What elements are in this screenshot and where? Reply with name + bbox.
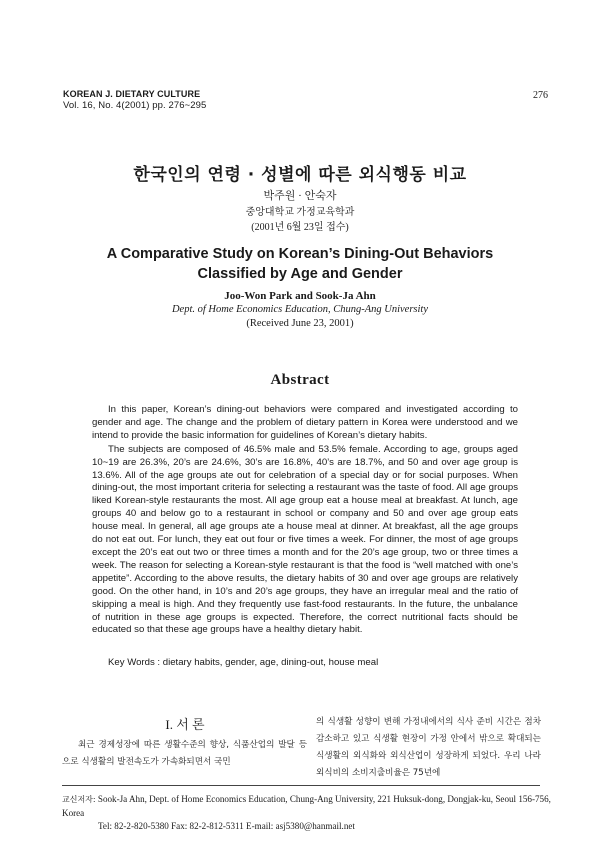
english-affiliation: Dept. of Home Economics Education, Chung-Ang University — [171, 304, 429, 315]
abstract-body — [92, 404, 518, 637]
footnote-lead: 교신저자: — [62, 795, 96, 804]
english-title-line1: A Comparative Study on Korean’s Dining-Out Behaviors — [106, 246, 494, 262]
footnote-line2: Tel: 82-2-820-5380 Fax: 82-2-812-5311 E-mail: asj5380@hanmail.net — [98, 821, 355, 831]
korean-received-date: (2001년 6월 23일 접수) — [251, 222, 349, 233]
section-heading-introduction: I. 서 론 — [165, 717, 205, 732]
english-authors: Joo-Won Park and Sook-Ja Ahn — [224, 290, 376, 302]
english-title — [0, 244, 600, 284]
english-title-line2: Classified by Age and Gender — [197, 266, 403, 282]
korean-authors: 박주원 · 안숙자 — [263, 190, 337, 202]
footnote-divider — [62, 785, 540, 786]
body-column-left — [62, 737, 307, 771]
footnote-line1: Sook-Ja Ahn, Dept. of Home Economics Education, Chung-Ang University, 221 Huksuk-dong, Dongjak-ku, Seoul 156-756, Korea — [62, 794, 551, 818]
abstract-paragraph-1: In this paper, Korean’s dining-out behaviors were compared and investigated according to gender and age. The change and the problem of dietary pattern in Korea were understood and we intend to provide the basic information for guidelines of Korean’s dietary habits. — [92, 404, 518, 441]
english-received-date: (Received June 23, 2001) — [246, 318, 354, 329]
abstract-heading: Abstract — [270, 372, 330, 388]
intro-text-left: 최근 경제성장에 따른 생활수준의 향상, 식품산업의 발달 등으로 식생활의 발전속도가 가속화되면서 국민 — [62, 740, 307, 767]
corresponding-author-footnote — [62, 793, 552, 834]
korean-title: 한국인의 연령 · 성별에 따른 외식행동 비교 — [133, 165, 467, 185]
keywords: Key Words : dietary habits, gender, age, dining-out, house meal — [108, 657, 379, 668]
journal-volume: Vol. 16, No. 4(2001) pp. 276~295 — [63, 100, 207, 111]
body-column-right — [316, 714, 541, 782]
korean-affiliation: 중앙대학교 가정교육학과 — [245, 207, 355, 218]
journal-name: KOREAN J. DIETARY CULTURE — [63, 89, 201, 99]
journal-header — [63, 88, 206, 112]
page-number: 276 — [533, 90, 548, 101]
abstract-paragraph-2: The subjects are composed of 46.5% male and 53.5% female. According to age, groups aged 10~19 are 26.3%, 20’s are 24.6%, 30’s are 16.8%, 40’s are 18.7%, and 50 and over age group is 13.6%. All of the age groups ate out for celebration of a special day or for social purposes. When dining-out, the most important criteria for selecting a restaurant was the taste of food. All age groups liked Korean-style restaurants the most. All age group eat a house meal at breakfast. At lunch, age groups 40 and below go to a restaurant in school or company and 50 and over age group eats house meal. In general, all age groups ate a house meal at dinner. At breakfast, all the age groups do not eat out. For lunch, they eat out four or five times a week. For dinner, the most of age groups except the 20’s eat out two or three times a month and for the 20’s age group, two or three times a week. The reason for selecting a Korean-style restaurant is that the food is “well matched with one’s appetite”. According to the above results, the dietary habits of 30 and over age groups are relatively good. On the other hand, in 10’s and 20’s age groups, they have an irregular meal and the ratio of skipping a meal is high. And they frequently use fast-food restaurants. In the future, the unbalance of nutrition in these age groups is expected. Therefore, the correct nutritional facts should be educated so that these age groups have a healthy dietary habit. — [92, 443, 518, 636]
intro-text-right: 의 식생활 성향이 변해 가정내에서의 식사 준비 시간은 점차 감소하고 있고 식생활 현장이 가정 안에서 밖으로 확대되는 식생활의 외식화와 외식산업이 성장하게 되었다. 우리 나라 외식비의 소비지출비율은 75년에 — [316, 717, 541, 778]
